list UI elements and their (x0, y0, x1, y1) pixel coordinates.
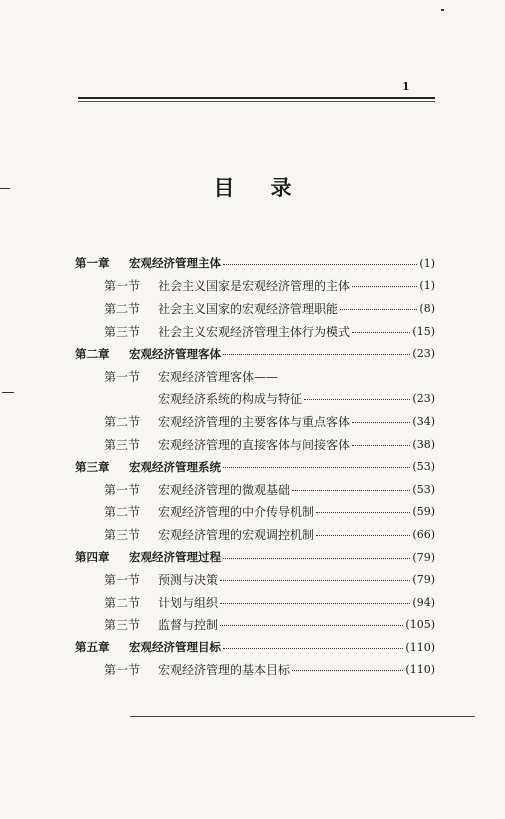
toc-chapter-entry (75, 455, 435, 478)
toc-entry-page: (53) (412, 460, 435, 474)
toc-leader-dots (220, 625, 403, 626)
toc-leader-dots (223, 467, 410, 468)
toc-entry-number: 第一节 (104, 279, 141, 294)
toc-entry-title: 宏观经济系统的构成与特征 (158, 392, 303, 407)
toc-section-entry (75, 388, 435, 411)
toc-leader-dots (223, 264, 417, 265)
toc-entry-number: 第五章 (75, 640, 110, 655)
toc-entry-title: 预测与决策 (158, 573, 219, 588)
toc-section-entry (75, 614, 435, 637)
toc-entry-title: 宏观经济管理客体—— (158, 369, 279, 384)
toc-entry-page: (105) (405, 618, 435, 632)
toc-entry-title: 宏观经济管理客体 (129, 346, 221, 361)
toc-section-entry (75, 478, 435, 501)
toc-entry-title: 宏观经济管理的宏观调控机制 (158, 527, 315, 542)
toc-entry-number: 第三节 (104, 618, 141, 633)
toc-entry-title: 宏观经济管理系统 (129, 459, 221, 474)
toc-entry-number: 第一节 (104, 482, 141, 497)
toc-section-entry (75, 320, 435, 343)
scan-mark (0, 188, 10, 189)
toc-entry-page: (94) (412, 595, 435, 609)
toc-leader-dots (220, 603, 410, 604)
toc-section-entry (75, 410, 435, 433)
toc-entry-number: 第二节 (104, 414, 141, 429)
scan-mark (2, 392, 14, 393)
toc-entry-number: 第三节 (104, 324, 141, 339)
toc-entry-title: 计划与组织 (158, 595, 219, 610)
toc-entry-number: 第一节 (104, 573, 141, 588)
toc-leader-dots (220, 580, 410, 581)
toc-entry-number: 第二节 (104, 301, 141, 316)
toc-section-entry (75, 523, 435, 546)
toc-entry-page: (110) (405, 640, 435, 654)
page-number: 1 (402, 80, 410, 93)
toc-leader-dots (352, 445, 410, 446)
toc-entry-page: (53) (412, 482, 435, 496)
header-rule (78, 97, 435, 99)
toc-entry-title: 宏观经济管理主体 (129, 256, 221, 271)
toc-entry-number: 第二节 (104, 505, 141, 520)
toc-section-entry (75, 365, 435, 388)
toc-chapter-entry (75, 342, 435, 365)
toc-entry-page: (34) (412, 414, 435, 428)
toc-entry-page: (79) (412, 573, 435, 587)
toc-section-entry (75, 591, 435, 614)
toc-leader-dots (316, 512, 410, 513)
toc-entry-title: 社会主义国家是宏观经济管理的主体 (158, 279, 351, 294)
toc-entry-number: 第四章 (75, 550, 110, 565)
toc-entry-page: (38) (412, 437, 435, 451)
toc-section-entry (75, 433, 435, 456)
toc-entry-number: 第一章 (75, 256, 110, 271)
toc-chapter-entry (75, 636, 435, 659)
toc-entry-page: (1) (419, 279, 435, 293)
toc-leader-dots (223, 558, 410, 559)
toc-leader-dots (304, 399, 410, 400)
toc-leader-dots (352, 332, 410, 333)
toc-leader-dots (316, 535, 410, 536)
toc-leader-dots (223, 648, 403, 649)
toc-entry-page: (110) (405, 663, 435, 677)
toc-entry-page: (8) (419, 301, 435, 315)
toc-entry-page: (23) (412, 392, 435, 406)
toc-entry-number: 第三节 (104, 527, 141, 542)
toc-section-entry (75, 501, 435, 524)
toc-entry-page: (59) (412, 505, 435, 519)
toc-chapter-entry (75, 546, 435, 569)
toc-entry-title: 宏观经济管理目标 (129, 640, 221, 655)
toc-entry-title: 监督与控制 (158, 618, 219, 633)
toc-section-entry (75, 568, 435, 591)
toc-entry-number: 第一节 (104, 663, 141, 678)
toc-entry-title: 宏观经济管理的主要客体与重点客体 (158, 414, 351, 429)
scan-mark (441, 9, 444, 11)
toc-leader-dots (352, 286, 417, 287)
toc-entry-title: 宏观经济管理的直接客体与间接客体 (158, 437, 351, 452)
toc-entry-number: 第三节 (104, 437, 141, 452)
toc-leader-dots (223, 354, 410, 355)
toc-leader-dots (352, 422, 410, 423)
toc-entry-number: 第三章 (75, 459, 110, 474)
toc-entry-page: (66) (412, 527, 435, 541)
header-rule-thin (78, 101, 435, 102)
toc-leader-dots (340, 309, 417, 310)
toc-title: 目录 (213, 175, 328, 200)
toc-entry-title: 社会主义国家的宏观经济管理职能 (158, 301, 339, 316)
toc-entry-title: 宏观经济管理的基本目标 (158, 663, 291, 678)
bottom-rule (130, 716, 475, 717)
toc-entry-title: 宏观经济管理过程 (129, 550, 221, 565)
toc-entry-number: 第二章 (75, 346, 110, 361)
toc-entry-page: (23) (412, 347, 435, 361)
toc-leader-dots (292, 490, 410, 491)
toc-entry-number: 第二节 (104, 595, 141, 610)
table-of-contents (75, 252, 435, 681)
toc-section-entry (75, 297, 435, 320)
toc-leader-dots (292, 670, 403, 671)
toc-entry-number: 第一节 (104, 369, 141, 384)
toc-entry-title: 宏观经济管理的中介传导机制 (158, 505, 315, 520)
toc-entry-page: (79) (412, 550, 435, 564)
toc-entry-page: (15) (412, 324, 435, 338)
toc-section-entry (75, 275, 435, 298)
toc-section-entry (75, 659, 435, 682)
toc-entry-page: (1) (419, 256, 435, 270)
toc-entry-title: 社会主义宏观经济管理主体行为模式 (158, 324, 351, 339)
toc-chapter-entry (75, 252, 435, 275)
toc-entry-title: 宏观经济管理的微观基础 (158, 482, 291, 497)
